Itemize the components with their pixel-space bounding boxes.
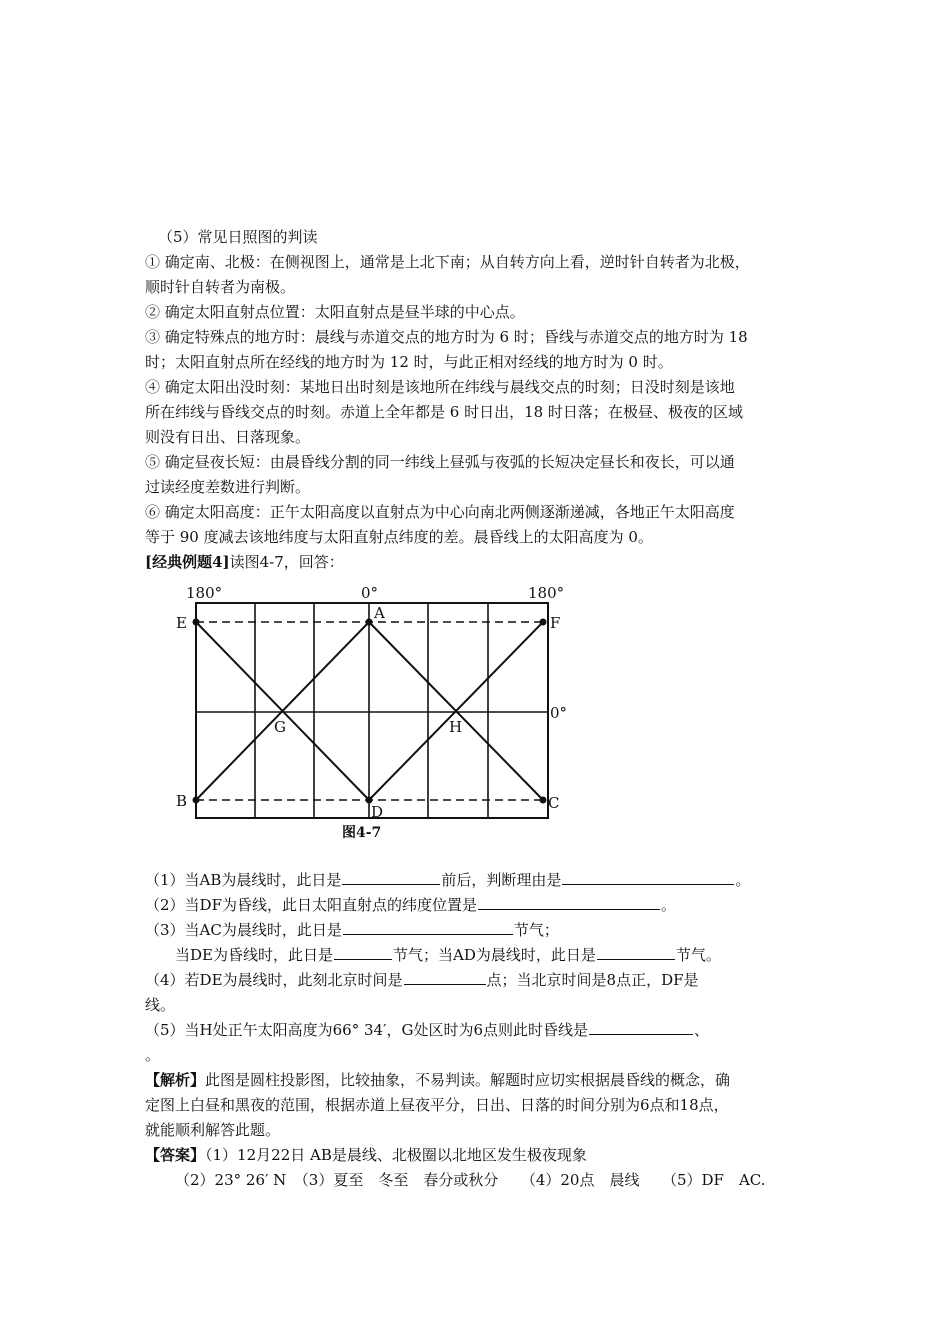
note-line-8: 则没有日出、日落现象。	[145, 428, 311, 446]
question-1	[145, 868, 825, 893]
lon-label-mid: 0°	[361, 584, 379, 602]
question-3-text-d: 节气；当AD为晨线时，此日是	[392, 946, 596, 964]
question-1-text-b: 前后，判断理由是	[441, 871, 562, 889]
question-2	[145, 893, 825, 918]
point-b-label: B	[176, 792, 188, 810]
answer-blank[interactable]	[404, 968, 486, 985]
analysis-label: 【解析】	[145, 1071, 206, 1089]
question-3	[145, 918, 825, 943]
question-4-text-b: 点；当北京时间是8点正，DF是	[486, 971, 699, 989]
answer-blank[interactable]	[589, 1018, 693, 1035]
point-d-label: D	[371, 803, 384, 821]
note-line-5: 时；太阳直射点所在经线的地方时为 12 时，与此正相对经线的地方时为 0 时。	[145, 353, 673, 371]
point-c-label: C	[548, 794, 560, 812]
point-e-dot	[193, 619, 200, 626]
figure-4-7	[170, 580, 590, 850]
answer-blank[interactable]	[478, 893, 660, 910]
note-line-4: ③ 确定特殊点的地方时：晨线与赤道交点的地方时为 6 时；昏线与赤道交点的地方时为 18	[145, 328, 748, 346]
point-h-label: H	[449, 718, 463, 736]
question-5-text-b: 、	[694, 1021, 710, 1039]
answer-line-2: （2）23° 26′ N （3）夏至 冬至 春分或秋分 （4）20点 晨线 （5）DF AC.	[175, 1171, 766, 1189]
note-line-9: ⑤ 确定昼夜长短：由晨昏线分割的同一纬线上昼弧与夜弧的长短决定昼长和夜长，可以通	[145, 453, 735, 471]
point-c-dot	[540, 797, 547, 804]
analysis-text-1: 此图是圆柱投影图，比较抽象，不易判读。解题时应切实根据晨昏线的概念，确	[205, 1071, 731, 1089]
answer-text-1: （1）12月22日 AB是晨线、北极圈以北地区发生极夜现象	[205, 1146, 587, 1164]
question-5-cont: 。	[145, 1046, 161, 1064]
point-b-dot	[193, 797, 200, 804]
lon-label-left: 180°	[186, 584, 223, 602]
question-3-text-c: 当DE为昏线时，此日是	[175, 946, 333, 964]
note-line-11: ⑥ 确定太阳高度：正午太阳高度以直射点为中心向南北两侧逐渐递减，各地正午太阳高度	[145, 503, 735, 521]
answer-blank[interactable]	[597, 943, 675, 960]
figure-caption: 图4-7	[342, 825, 382, 841]
example-heading	[145, 550, 825, 575]
note-line-1: ① 确定南、北极：在侧视图上，通常是上北下南；从自转方向上看，逆时针自转者为北极，	[145, 253, 750, 271]
question-2-text-b: 。	[660, 896, 676, 914]
question-3-text-a: （3）当AC为晨线时，此日是	[145, 921, 342, 939]
point-a-dot	[366, 619, 373, 626]
question-4-text-a: （4）若DE为晨线时，此刻北京时间是	[145, 971, 403, 989]
question-3-text-e: 节气。	[675, 946, 721, 964]
note-line-10: 过读经度差数进行判断。	[145, 478, 311, 496]
question-5-text-a: （5）当H处正午太阳高度为66° 34′，G处区时为6点则此时昏线是	[145, 1021, 589, 1039]
answer-label: 【答案】	[145, 1146, 206, 1164]
point-e-label: E	[176, 614, 187, 632]
question-3-text-b: 节气；	[513, 921, 559, 939]
answer-line-1	[145, 1143, 825, 1168]
note-line-2: 顺时针自转者为南极。	[145, 278, 296, 296]
map-frame	[196, 603, 548, 818]
question-5	[145, 1018, 825, 1043]
note-line-6: ④ 确定太阳出没时刻：某地日出时刻是该地所在纬线与晨线交点的时刻；日没时刻是该地	[145, 378, 735, 396]
point-f-dot	[540, 619, 547, 626]
lat-label-equator: 0°	[550, 704, 568, 722]
example-intro: 读图4-7，回答：	[229, 553, 344, 571]
point-a-label: A	[374, 604, 385, 622]
note-line-3: ② 确定太阳直射点位置：太阳直射点是昼半球的中心点。	[145, 303, 525, 321]
point-g-label: G	[274, 718, 286, 736]
question-1-text-a: （1）当AB为晨线时，此日是	[145, 871, 342, 889]
point-f-label: F	[550, 614, 561, 632]
note-line-12: 等于 90 度减去该地纬度与太阳直射点纬度的差。晨昏线上的太阳高度为 0。	[145, 528, 653, 546]
question-1-text-c: 。	[735, 871, 751, 889]
question-4	[145, 968, 825, 993]
answer-blank[interactable]	[343, 918, 513, 935]
section-heading: （5）常见日照图的判读	[158, 228, 318, 246]
answer-blank[interactable]	[562, 868, 734, 885]
example-label: [经典例题4]	[145, 553, 230, 571]
lon-label-right: 180°	[528, 584, 565, 602]
question-3-cont	[175, 943, 855, 968]
analysis-line-3: 就能顺利解答此题。	[145, 1121, 281, 1139]
answer-blank[interactable]	[342, 868, 440, 885]
question-2-text-a: （2）当DF为昏线，此日太阳直射点的纬度位置是	[145, 896, 477, 914]
analysis-line-2: 定图上白昼和黑夜的范围，根据赤道上昼夜平分，日出、日落的时间分别为6点和18点，	[145, 1096, 729, 1114]
answer-blank[interactable]	[334, 943, 392, 960]
analysis-line-1	[145, 1068, 825, 1093]
question-4-cont: 线。	[145, 996, 176, 1014]
note-line-7: 所在纬线与昏线交点的时刻。赤道上全年都是 6 时日出，18 时日落；在极昼、极夜的区域	[145, 403, 743, 421]
